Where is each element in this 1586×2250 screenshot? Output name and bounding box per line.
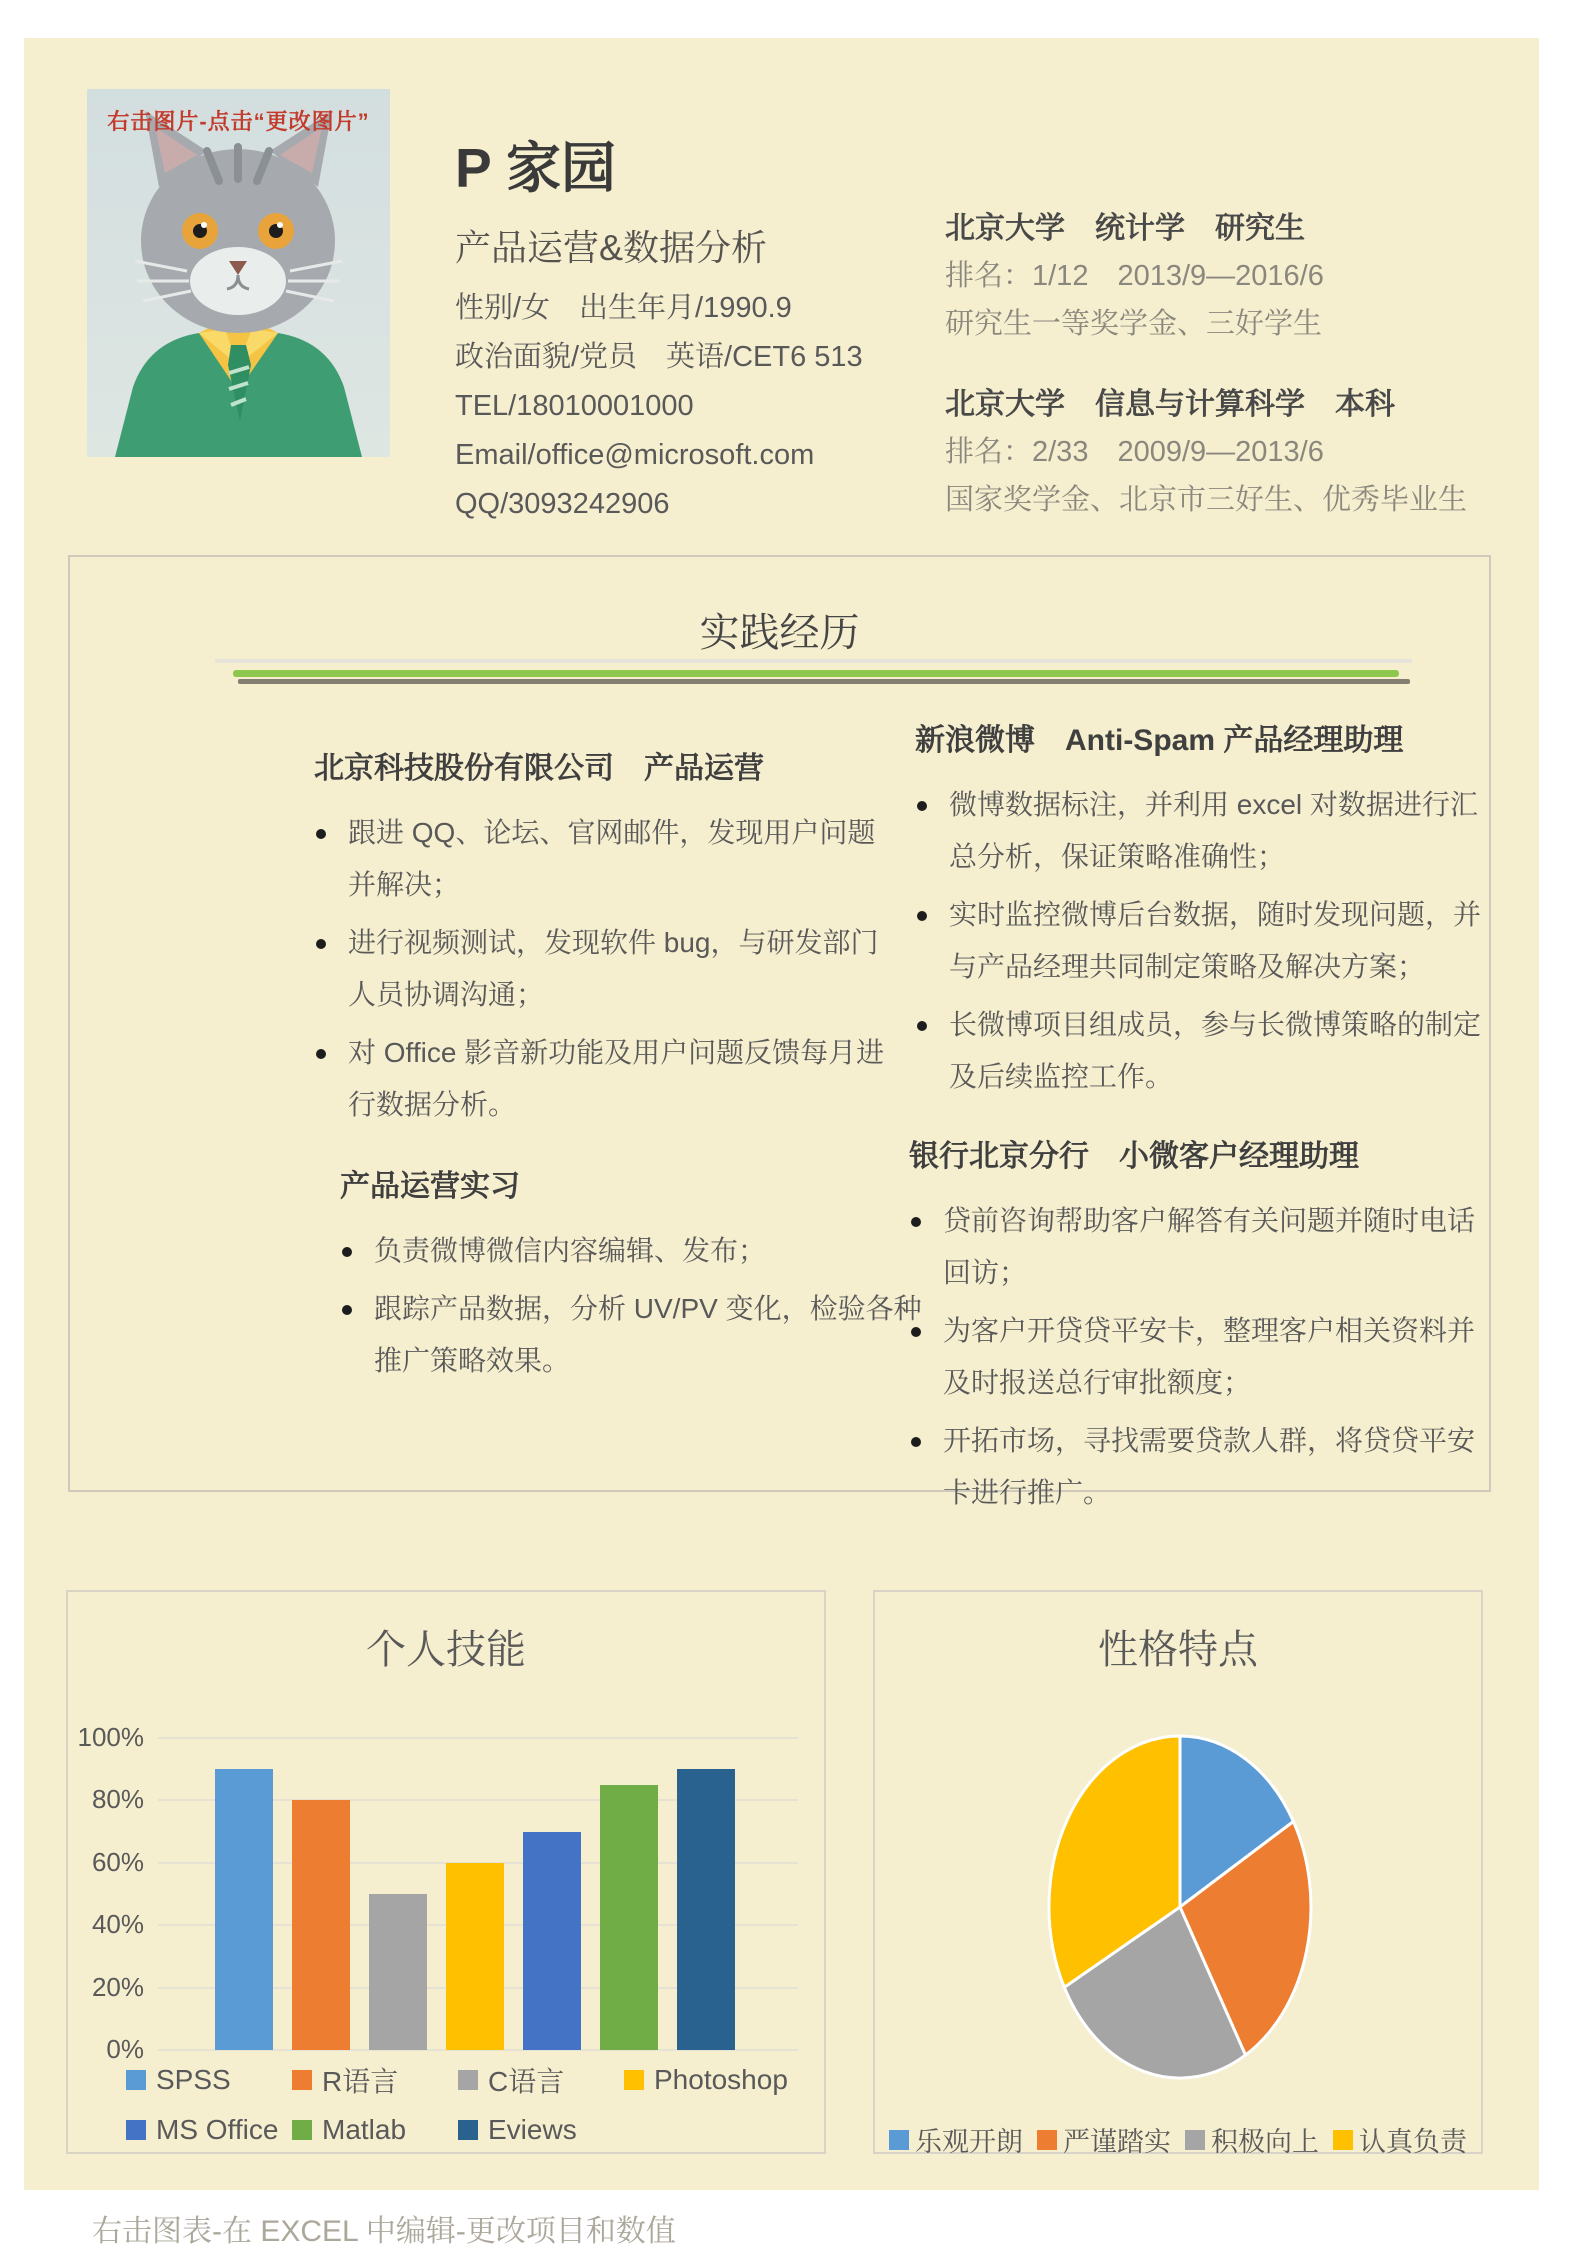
bar-SPSS[interactable]: [215, 1769, 273, 2050]
job-bullet-list: [915, 779, 1500, 1103]
job-title: 新浪微博 Anti-Spam 产品经理助理: [915, 724, 1404, 757]
personality-chart-panel[interactable]: [873, 1590, 1483, 2157]
chart-edit-hint: 右击图表-在 EXCEL 中编辑-更改项目和数值: [92, 2215, 676, 2248]
job-title: 产品运营实习: [340, 1170, 520, 1203]
legend-swatch-icon: [624, 2070, 644, 2090]
photo-hint-text: 右击图片-点击“更改图片”: [107, 109, 370, 134]
legend-swatch-icon: [1333, 2130, 1353, 2150]
resume-page: [24, 38, 1539, 2190]
experience-section: [68, 555, 1491, 1508]
job-bank-beijing: [909, 1135, 1494, 1525]
experience-section-title: 实践经历: [699, 611, 860, 655]
bar-Matlab[interactable]: [600, 1785, 658, 2050]
legend-swatch-icon: [889, 2130, 909, 2150]
skills-chart-panel[interactable]: [66, 1590, 826, 2154]
legend-item-R语言: [292, 2060, 458, 2100]
info-line-email: Email/office@microsoft.com: [455, 439, 815, 471]
job-bullet-list: [909, 1195, 1494, 1519]
legend-label: 认真负责: [1359, 2127, 1467, 2157]
bar-C语言[interactable]: [369, 1894, 427, 2050]
legend-label: Eviews: [488, 2114, 577, 2145]
legend-swatch-icon: [126, 2070, 146, 2090]
job-beijing-tech: [314, 747, 899, 1137]
legend-item-Eviews: [458, 2114, 624, 2146]
pie-chart-legend: [875, 2120, 1481, 2159]
info-line-tel: TEL/18010001000: [455, 390, 694, 422]
legend-item-Matlab: [292, 2114, 458, 2146]
legend-swatch-icon: [1037, 2130, 1057, 2150]
job-bullet: 开拓市场，寻找需要贷款人群，将贷贷平安卡进行推广。: [909, 1415, 1494, 1519]
legend-label: 积极向上: [1211, 2127, 1319, 2157]
education: [945, 206, 1505, 558]
legend-swatch-icon: [458, 2120, 478, 2140]
legend-item-MS Office: [126, 2114, 292, 2146]
education-rank-dates: 排名：2/33 2009/9—2013/6: [945, 436, 1324, 468]
education-awards: 研究生一等奖学金、三好学生: [945, 308, 1323, 340]
job-bullet: 贷前咨询帮助客户解答有关问题并随时电话回访；: [909, 1195, 1494, 1299]
job-sina-weibo: [915, 719, 1500, 1109]
education-title: 北京大学 信息与计算科学 本科: [945, 388, 1395, 421]
education-title: 北京大学 统计学 研究生: [945, 212, 1305, 245]
y-axis-tick-0%: 0%: [106, 2034, 144, 2064]
gridline-100%: [158, 1737, 798, 1739]
legend-swatch-icon: [292, 2070, 312, 2090]
job-bullet: 跟进 QQ、论坛、官网邮件，发现用户问题并解决；: [314, 807, 899, 911]
legend-item-C语言: [458, 2060, 624, 2100]
job-bullet: 负责微博微信内容编辑、发布；: [340, 1225, 925, 1277]
legend-item-认真负责: [1333, 2120, 1467, 2159]
personal-info: [455, 284, 863, 529]
cat-photo-illustration: [87, 89, 390, 457]
info-line-gender-birth: 性别/女 出生年月/1990.9: [455, 292, 792, 324]
legend-item-积极向上: [1185, 2120, 1319, 2159]
legend-label: Matlab: [322, 2114, 407, 2145]
legend-label: R语言: [322, 2066, 399, 2097]
legend-item-严谨踏实: [1037, 2120, 1171, 2159]
info-line-qq: QQ/3093242906: [455, 488, 670, 520]
job-bullet: 跟踪产品数据，分析 UV/PV 变化，检验各种推广策略效果。: [340, 1283, 925, 1387]
legend-swatch-icon: [292, 2120, 312, 2140]
divider-line-gray: [215, 659, 1412, 663]
divider-line-green: [233, 670, 1399, 677]
bar-chart-legend: [126, 2060, 790, 2146]
education-rank-dates: 排名：1/12 2013/9—2016/6: [945, 260, 1324, 292]
candidate-role: 产品运营&数据分析: [455, 227, 768, 268]
education-entry-graduate: [945, 206, 1505, 348]
divider-line-olive: [238, 679, 1410, 684]
education-awards: 国家奖学金、北京市三好生、优秀毕业生: [945, 484, 1468, 516]
y-axis-tick-100%: 100%: [77, 1722, 144, 1752]
skills-chart-title: 个人技能: [366, 1628, 526, 1672]
job-bullet: 对 Office 影音新功能及用户问题反馈每月进行数据分析。: [314, 1027, 899, 1131]
job-bullet-list: [314, 807, 899, 1131]
y-axis-tick-60%: 60%: [91, 1846, 144, 1877]
legend-label: MS Office: [156, 2114, 279, 2145]
legend-swatch-icon: [126, 2120, 146, 2140]
job-bullet: 长微博项目组成员，参与长微博策略的制定及后续监控工作。: [915, 999, 1500, 1103]
pie-chart: [1045, 1732, 1315, 2082]
profile-photo[interactable]: [87, 89, 390, 457]
legend-item-SPSS: [126, 2060, 292, 2100]
pie-chart-svg: [1045, 1732, 1315, 2082]
job-bullet: 微博数据标注，并利用 excel 对数据进行汇总分析，保证策略准确性；: [915, 779, 1500, 883]
bar-MS Office[interactable]: [523, 1832, 581, 2050]
job-bullet-list: [340, 1225, 925, 1387]
y-axis-tick-20%: 20%: [91, 1971, 144, 2002]
job-product-ops-intern: [340, 1165, 925, 1393]
bar-chart-plot: [77, 1722, 798, 2064]
legend-item-乐观开朗: [889, 2120, 1023, 2159]
legend-label: C语言: [488, 2066, 565, 2097]
legend-swatch-icon: [1185, 2130, 1205, 2150]
job-bullet: 为客户开贷贷平安卡，整理客户相关资料并及时报送总行审批额度；: [909, 1305, 1494, 1409]
legend-item-Photoshop: [624, 2060, 790, 2100]
bar-Eviews[interactable]: [677, 1769, 735, 2050]
legend-label: Photoshop: [654, 2064, 788, 2095]
legend-swatch-icon: [458, 2070, 478, 2090]
job-bullet: 进行视频测试，发现软件 bug，与研发部门人员协调沟通；: [314, 917, 899, 1021]
bar-Photoshop[interactable]: [446, 1863, 504, 2050]
personality-chart-title: 性格特点: [1098, 1628, 1258, 1672]
education-entry-bachelor: [945, 382, 1505, 524]
job-title: 北京科技股份有限公司 产品运营: [314, 752, 764, 785]
job-title: 银行北京分行 小微客户经理助理: [909, 1140, 1359, 1173]
legend-label: 严谨踏实: [1063, 2127, 1171, 2157]
job-bullet: 实时监控微博后台数据，随时发现问题，并与产品经理共同制定策略及解决方案；: [915, 889, 1500, 993]
candidate-name: P 家园: [455, 137, 616, 199]
y-axis-tick-80%: 80%: [91, 1784, 144, 1815]
legend-label: 乐观开朗: [915, 2127, 1023, 2157]
legend-label: SPSS: [156, 2064, 231, 2095]
y-axis-tick-40%: 40%: [91, 1909, 144, 1940]
bar-R语言[interactable]: [292, 1800, 350, 2050]
info-line-political-english: 政治面貌/党员 英语/CET6 513: [455, 341, 863, 373]
